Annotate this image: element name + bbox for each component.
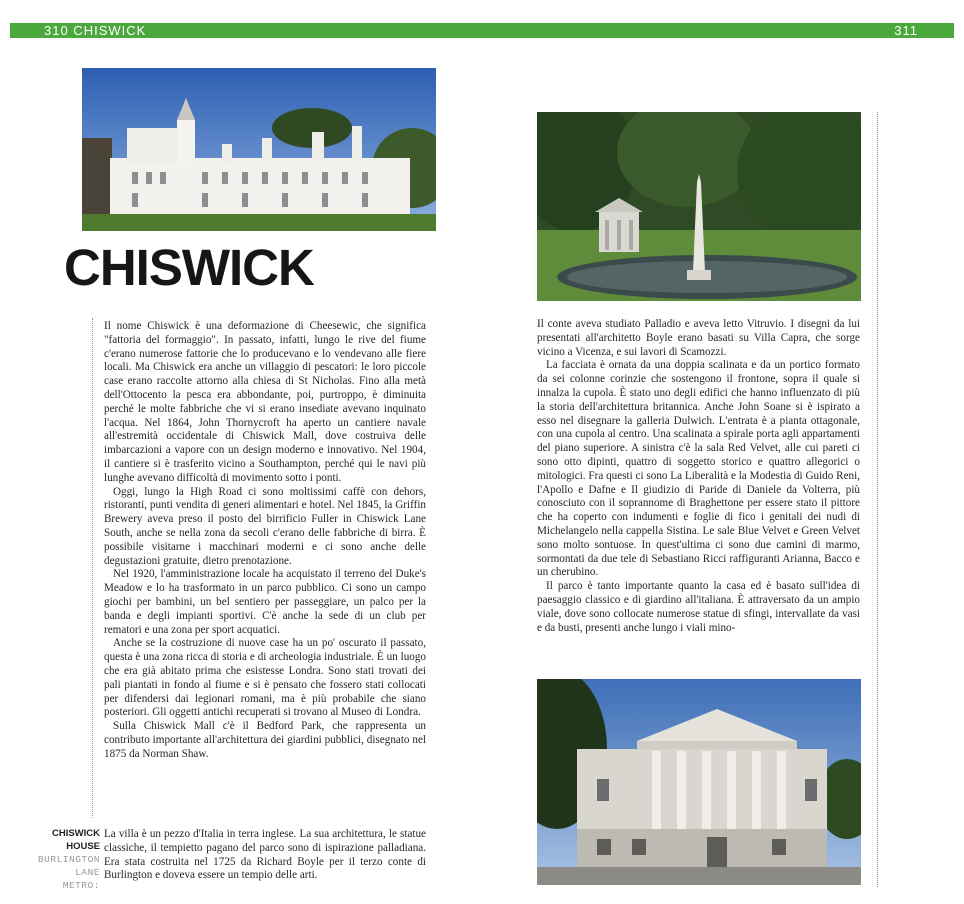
photo-gothic-villa	[82, 68, 436, 231]
paragraph: La facciata è ornata da una doppia scalinata e da un portico formato da sei colonne corinzie che sostengono il frontone, sopra il quale si innalza la cupola. È stato uno degli edifici che hanno influenzato di più la storia dell'architettura britannica. Anche John Soane si è ispirato a esso nel disegnare la galleria Dulwich. L'entrata è a pianta ottagonale, con una cupola al centro. Una scalinata a spirale porta agli appartamenti del piano superiore. A sinistra c'è la sala Red Velvet, alle cui pareti ci sono otto dipinti, quattro di soggetto storico e quattro allegorici o mitologici. Fra questi ci sono La Liberalità e la Modestia di Guido Reni, l'Apollo e Dafne e Il giudizio di Paride di Daniele da Volterra, più conosciuto con il soprannome di Braghettone per essere stato il pittore che ha coperto con indumenti e foglie di fico i genitali dei nudi di Michelangelo nella cappella Sistina. Le sale Blue Velvet e Green Velvet sono molto sontuose. In quest'ultima ci sono due camini di marmo, sormontati da due tele di Sebastiano Ricci raffiguranti Arianna, Bacco e un cherubino.	[537, 359, 860, 579]
page-title: CHISWICK	[64, 239, 314, 296]
right-column-text	[537, 318, 860, 635]
paragraph: La villa è un pezzo d'Italia in terra inglese. La sua architettura, le statue classiche, il tempietto pagano del parco sono di ispirazione palladiana. Era stata costruita nel 1725 da Richard Boyle per il terzo conte di Burlington e doveva essere un tempio delle arti.	[104, 828, 426, 882]
sidebar-address-line: BURLINGTON	[37, 854, 100, 865]
paragraph: Il conte aveva studiato Palladio e aveva letto Vitruvio. I disegni da lui presentati all'architetto Boyle erano basati su Villa Capra, che sorge vicino a Vicenza, e sui lavori di Scamozzi.	[537, 318, 860, 358]
sidebar-metro-label: METRO:	[62, 880, 100, 891]
left-column-text	[104, 320, 426, 762]
paragraph: Anche se la costruzione di nuove case ha un po' oscurato il passato, questa è una zona ricca di storia e di archeologia industriale. È un luogo che era già abitato prima che esistesse Londra. Sono stati trovati dei pali piantati in fondo al fiume e si è pensato che fossero stati collocati per difendersi dai legionari romani, ma è più probabile che siano posteriori. Gli oggetti antichi recuperati si trovano al Museo di Londra.	[104, 637, 426, 719]
sidebar-info	[20, 827, 100, 892]
paragraph: Oggi, lungo la High Road ci sono moltissimi caffè con dehors, ristoranti, punti vendita di generi alimentari e hotel. Nel 1845, la Griffin Brewery aveva preso il posto del birrificio Fuller in Chiswick Lane South, anche se nella zona da secoli c'erano delle fabbriche di birra. È possibile visitarne i macchinari moderni e ci sono anche delle degustazioni gratuite, dietro prenotazione.	[104, 485, 426, 567]
sidebar-heading: CHISWICK HOUSE	[51, 828, 100, 852]
running-header-bar	[10, 23, 954, 38]
page-number-right: 311	[894, 23, 918, 38]
paragraph: Nel 1920, l'amministrazione locale ha acquistato il terreno del Duke's Meadow e lo ha trasformato in un parco pubblico. Ci sono un campo giochi per bambini, un bel sentiero per passeggiare, un palco per la banda e degli impianti sportivi. C'è anche la sede di un club per rematori e una zona per sport acquatici.	[104, 568, 426, 636]
column-rule-left	[92, 318, 93, 818]
page-header-left: 310 CHISWICK	[44, 23, 147, 38]
paragraph: Sulla Chiswick Mall c'è il Bedford Park, che rappresenta un contributo importante all'architettura dei giardini pubblici, disegnato nel 1875 da Norman Shaw.	[104, 720, 426, 760]
paragraph: Il parco è tanto importante quanto la casa ed è basato sull'idea di paesaggio classico e di giardino all'italiana. È attraversato da un ampio viale, dove sono collocate numerose statue di sfingi, intervallate da vasi e da busti, presenti anche lungo i viali mino-	[537, 580, 860, 634]
sidebar-address-line: LANE	[75, 867, 100, 878]
photo-garden-obelisk	[537, 112, 861, 301]
chiswick-house-text	[104, 828, 426, 883]
column-rule-right	[877, 112, 878, 887]
photo-chiswick-house	[537, 679, 861, 885]
paragraph: Il nome Chiswick è una deformazione di Cheesewic, che significa "fattoria del formaggio". In passato, infatti, lungo le rive del fiume c'erano numerose fattorie che lo producevano e lo vendevano alle fiere locali. Ma Chiswick era anche un villaggio di pescatori: le loro piccole case erano raccolte attorno alla chiesa di St Nicholas. Fino alla metà dell'Ottocento la pesca era abbondante, poi, purtroppo, è diminuita perché le molte fabbriche che vi si erano insediate avevano inquinato l'acqua. Nel 1864, John Thornycroft ha aperto un cantiere navale all'estremità occidentale di Chiswick Mall, dove costruiva delle imbarcazioni a vapore con un design moderno e innovativo. Nel 1904, il cantiere si è trasferito vicino a Southampton, perché qui le navi più lunghe avevano difficoltà di movimento sotto i ponti.	[104, 320, 426, 484]
